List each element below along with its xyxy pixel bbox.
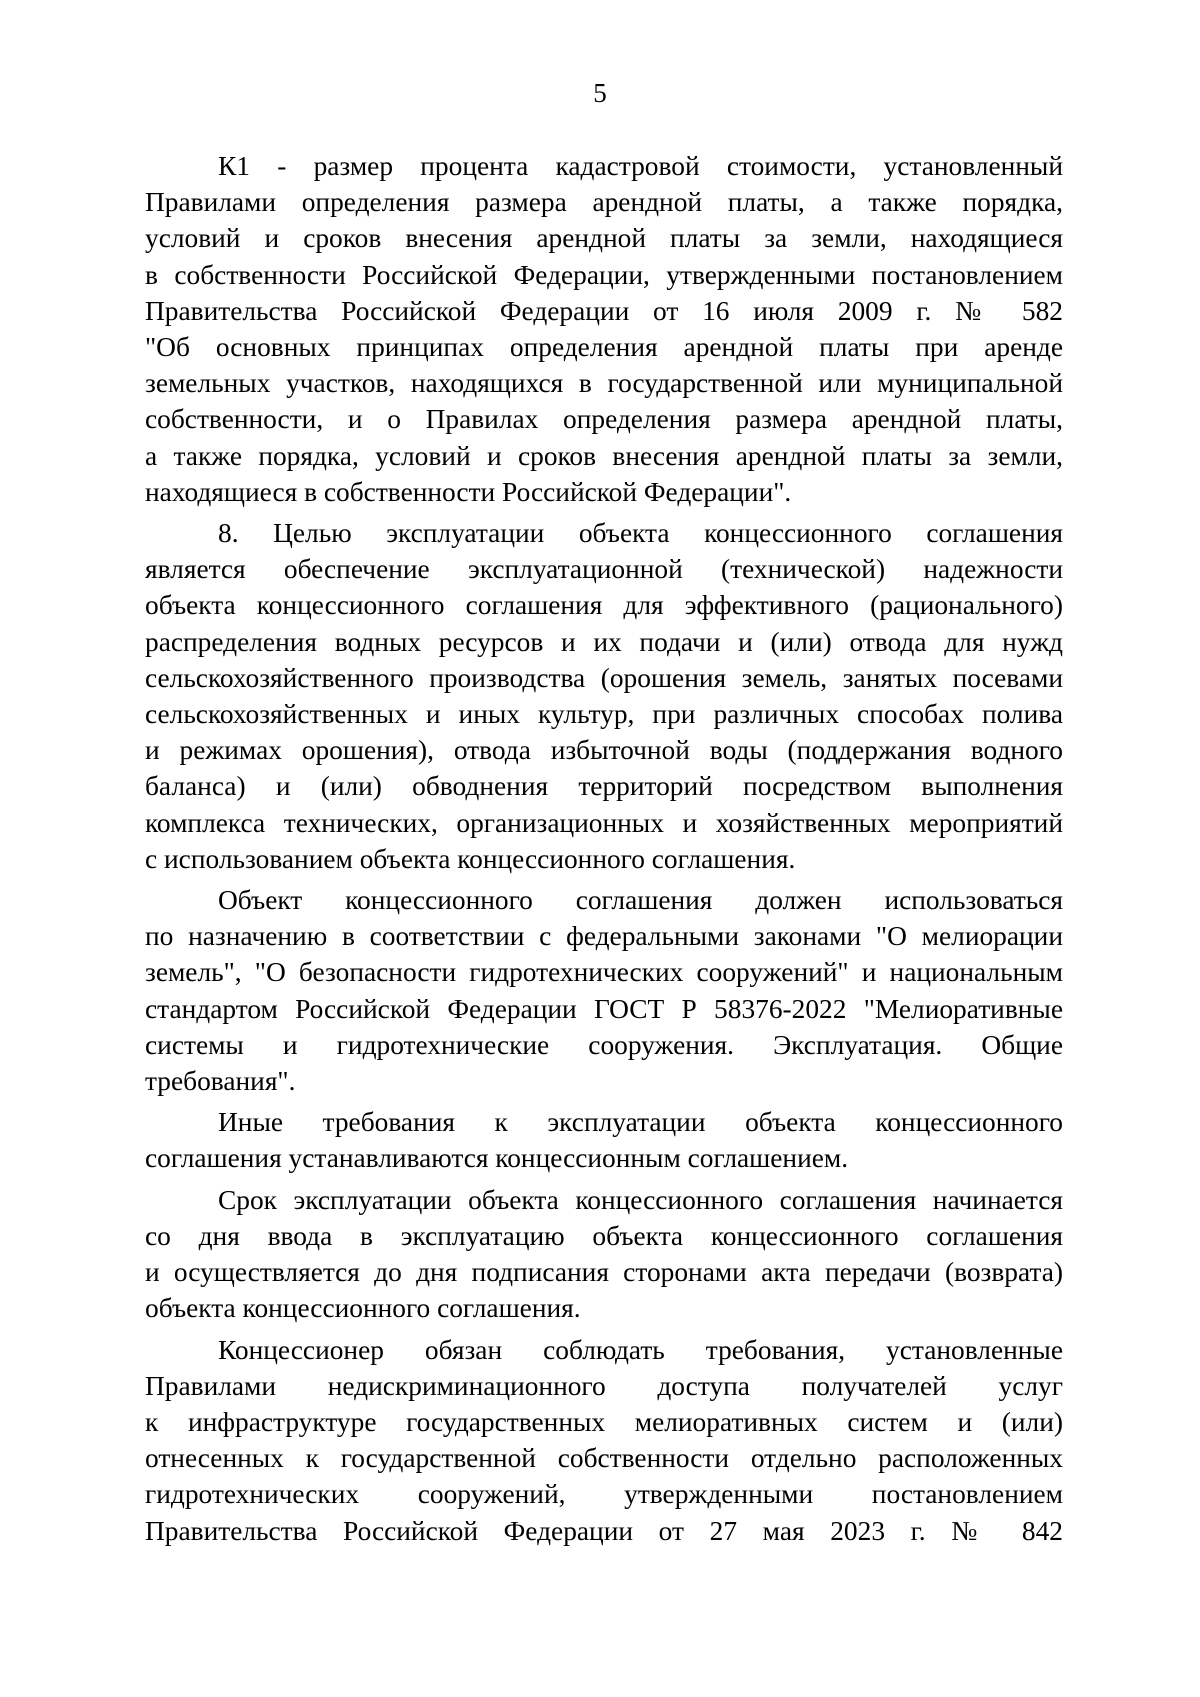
text-line: земель", "О безопасности гидротехнических сооружений" и национальным bbox=[145, 957, 1063, 988]
text-line: соглашения устанавливаются концессионным соглашением. bbox=[145, 1143, 849, 1174]
text-line: в собственности Российской Федерации, утвержденными постановлением bbox=[145, 259, 1063, 290]
text-line: по назначению в соответствии с федеральными законами "О мелиорации bbox=[145, 921, 1063, 952]
text-line: Срок эксплуатации объекта концессионного соглашения начинается bbox=[218, 1184, 1063, 1215]
text-line: баланса) и (или) обводнения территорий посредством выполнения bbox=[145, 771, 1063, 802]
page-number: 5 bbox=[593, 78, 607, 108]
text-line: 8. Целью эксплуатации объекта концессионного соглашения bbox=[218, 518, 1063, 549]
text-line: "Об основных принципах определения арендной платы при аренде bbox=[145, 332, 1063, 363]
text-line: отнесенных к государственной собственности отдельно расположенных bbox=[145, 1443, 1063, 1474]
paragraph bbox=[145, 1182, 1063, 1327]
text-line: собственности, и о Правилах определения размера арендной платы, bbox=[145, 404, 1063, 435]
paragraph bbox=[145, 882, 1063, 1099]
text-line: Правительства Российской Федерации от 27 мая 2023 г. № 842 bbox=[145, 1515, 1063, 1546]
text-line: гидротехнических сооружений, утвержденными постановлением bbox=[145, 1479, 1063, 1510]
text-line: Правительства Российской Федерации от 16 июля 2009 г. № 582 bbox=[145, 295, 1063, 326]
text-line: Иные требования к эксплуатации объекта концессионного bbox=[218, 1107, 1063, 1138]
text-line: объекта концессионного соглашения для эффективного (рационального) bbox=[145, 590, 1063, 621]
text-line: является обеспечение эксплуатационной (технической) надежности bbox=[145, 554, 1063, 585]
text-line: стандартом Российской Федерации ГОСТ Р 58376-2022 "Мелиоративные bbox=[145, 993, 1063, 1024]
text-line: Концессионер обязан соблюдать требования, установленные bbox=[218, 1334, 1063, 1365]
text-line: объекта концессионного соглашения. bbox=[145, 1293, 581, 1324]
text-line: к инфраструктуре государственных мелиоративных систем и (или) bbox=[145, 1406, 1063, 1437]
text-line: комплекса технических, организационных и хозяйственных мероприятий bbox=[145, 807, 1063, 838]
text-line: и осуществляется до дня подписания сторонами акта передачи (возврата) bbox=[145, 1257, 1063, 1288]
paragraph bbox=[145, 148, 1063, 510]
text-line: распределения водных ресурсов и их подачи и (или) отвода для нужд bbox=[145, 626, 1063, 657]
text-line: системы и гидротехнические сооружения. Эксплуатация. Общие bbox=[145, 1029, 1063, 1060]
paragraph bbox=[145, 1332, 1063, 1549]
text-line: требования". bbox=[145, 1066, 296, 1097]
paragraph bbox=[145, 1104, 1063, 1176]
text-line: сельскохозяйственных и иных культур, при различных способах полива bbox=[145, 699, 1063, 730]
text-line: со дня ввода в эксплуатацию объекта концессионного соглашения bbox=[145, 1220, 1063, 1251]
text-line: Правилами недискриминационного доступа получателей услуг bbox=[145, 1370, 1063, 1401]
paragraph bbox=[145, 515, 1063, 877]
text-line: с использованием объекта концессионного соглашения. bbox=[145, 843, 796, 874]
text-line: находящиеся в собственности Российской Федерации". bbox=[145, 476, 792, 507]
text-line: К1 - размер процента кадастровой стоимости, установленный bbox=[218, 151, 1063, 181]
text-line: сельскохозяйственного производства (орошения земель, занятых посевами bbox=[145, 662, 1063, 693]
text-line: Объект концессионного соглашения должен использоваться bbox=[218, 885, 1063, 916]
text-line: и режимах орошения), отвода избыточной воды (поддержания водного bbox=[145, 735, 1063, 766]
document-body bbox=[145, 148, 1063, 1549]
text-line: а также порядка, условий и сроков внесения арендной платы за земли, bbox=[145, 440, 1063, 471]
text-line: условий и сроков внесения арендной платы за земли, находящиеся bbox=[145, 223, 1063, 254]
text-line: земельных участков, находящихся в государственной или муниципальной bbox=[145, 368, 1063, 399]
text-line: Правилами определения размера арендной платы, а также порядка, bbox=[145, 187, 1063, 218]
